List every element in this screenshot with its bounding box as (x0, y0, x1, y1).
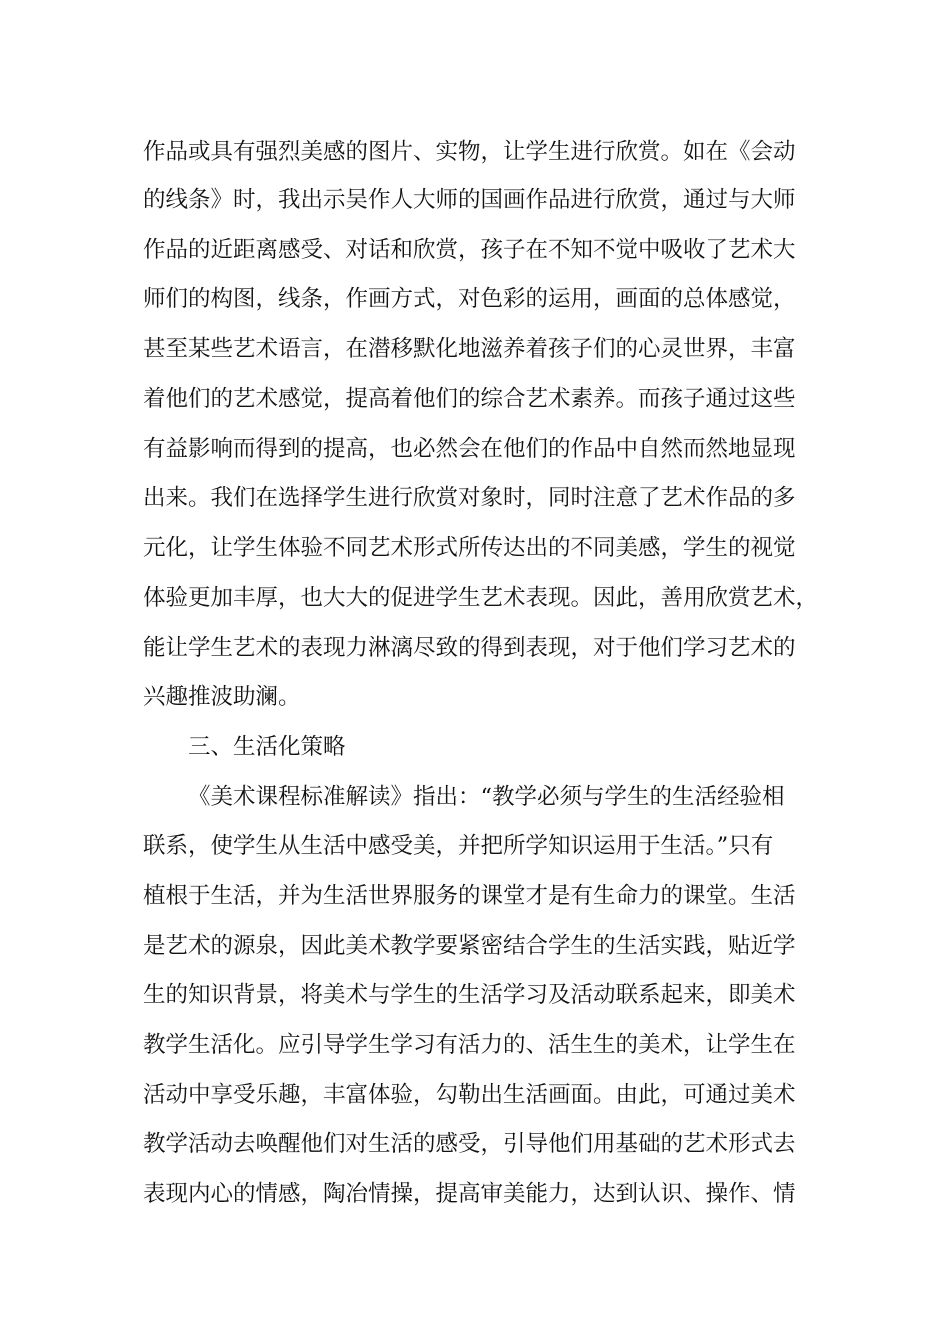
text-line: 《美术课程标准解读》指出：“教学必须与学生的生活经验相 (188, 784, 785, 810)
text-line: 兴趣推波助澜。 (143, 684, 301, 710)
text-line: 的线条》时，我出示吴作人大师的国画作品进行欣赏，通过与大师 (143, 187, 796, 213)
text-line: 元化，让学生体验不同艺术形式所传达出的不同美感，学生的视觉 (143, 535, 796, 561)
section-heading: 三、生活化策略 (188, 734, 346, 760)
text-line: 甚至某些艺术语言，在潜移默化地滋养着孩子们的心灵世界，丰富 (143, 336, 796, 362)
text-line: 有益影响而得到的提高，也必然会在他们的作品中自然而然地显现 (143, 436, 796, 462)
text-line: 着他们的艺术感觉，提高着他们的综合艺术素养。而孩子通过这些 (143, 386, 796, 412)
text-line: 出来。我们在选择学生进行欣赏对象时，同时注意了艺术作品的多 (143, 485, 796, 511)
text-line: 是艺术的源泉，因此美术教学要紧密结合学生的生活实践，贴近学 (143, 933, 796, 959)
text-line: 体验更加丰厚，也大大的促进学生艺术表现。因此，善用欣赏艺术， (143, 585, 819, 611)
text-line: 教学生活化。应引导学生学习有活力的、活生生的美术，让学生在 (143, 1032, 796, 1058)
text-line: 联系，使学生从生活中感受美，并把所学知识运用于生活。”只有 (143, 833, 774, 859)
text-line: 能让学生艺术的表现力淋漓尽致的得到表现，对于他们学习艺术的 (143, 635, 796, 661)
text-line: 师们的构图，线条，作画方式，对色彩的运用，画面的总体感觉， (143, 286, 796, 312)
text-line: 作品的近距离感受、对话和欣赏，孩子在不知不觉中吸收了艺术大 (143, 237, 796, 263)
text-line: 教学活动去唤醒他们对生活的感受，引导他们用基础的艺术形式去 (143, 1131, 796, 1157)
text-line: 活动中享受乐趣，丰富体验，勾勒出生活画面。由此，可通过美术 (143, 1082, 796, 1108)
text-line: 表现内心的情感，陶冶情操，提高审美能力，达到认识、操作、情 (143, 1181, 796, 1207)
text-line: 作品或具有强烈美感的图片、实物，让学生进行欣赏。如在《会动 (143, 139, 796, 165)
text-line: 植根于生活，并为生活世界服务的课堂才是有生命力的课堂。生活 (143, 883, 796, 909)
text-line: 生的知识背景，将美术与学生的生活学习及活动联系起来，即美术 (143, 982, 796, 1008)
